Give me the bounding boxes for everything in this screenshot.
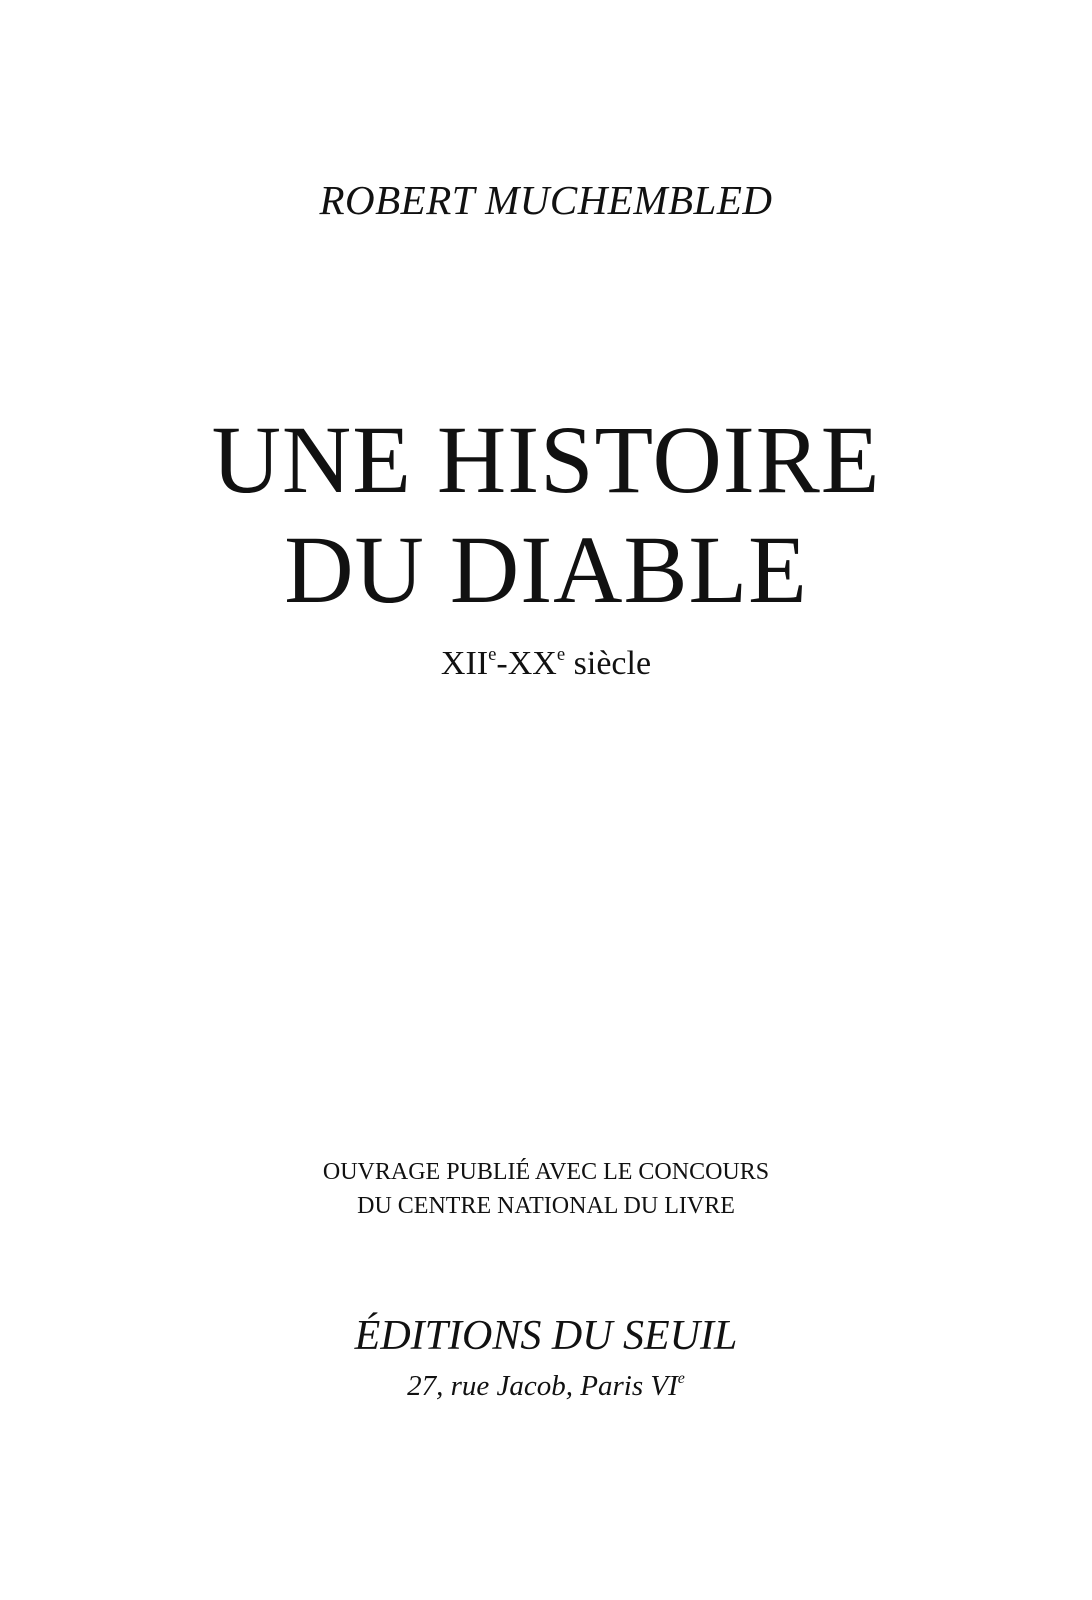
- publisher-name: ÉDITIONS DU SEUIL: [354, 1313, 738, 1359]
- author-name: ROBERT MUCHEMBLED: [319, 177, 773, 223]
- subtitle-sup-1: e: [488, 643, 497, 665]
- publisher-address: [0, 1366, 1092, 1406]
- subtitle-part-2: -XX: [496, 645, 557, 682]
- subtitle-sup-2: e: [556, 643, 566, 665]
- title-line-1: UNE HISTOIRE: [211, 406, 881, 513]
- subtitle-period: [0, 640, 1092, 688]
- subtitle-part-1: XII: [440, 645, 489, 682]
- subtitle-part-3: siècle: [565, 645, 652, 682]
- address-sup: e: [677, 1370, 685, 1388]
- notice-line-1: OUVRAGE PUBLIÉ AVEC LE CONCOURS: [322, 1159, 770, 1185]
- notice-line-2: DU CENTRE NATIONAL DU LIVRE: [357, 1193, 735, 1219]
- address-text: 27, rue Jacob, Paris VI: [407, 1370, 678, 1402]
- title-line-2: DU DIABLE: [284, 516, 808, 623]
